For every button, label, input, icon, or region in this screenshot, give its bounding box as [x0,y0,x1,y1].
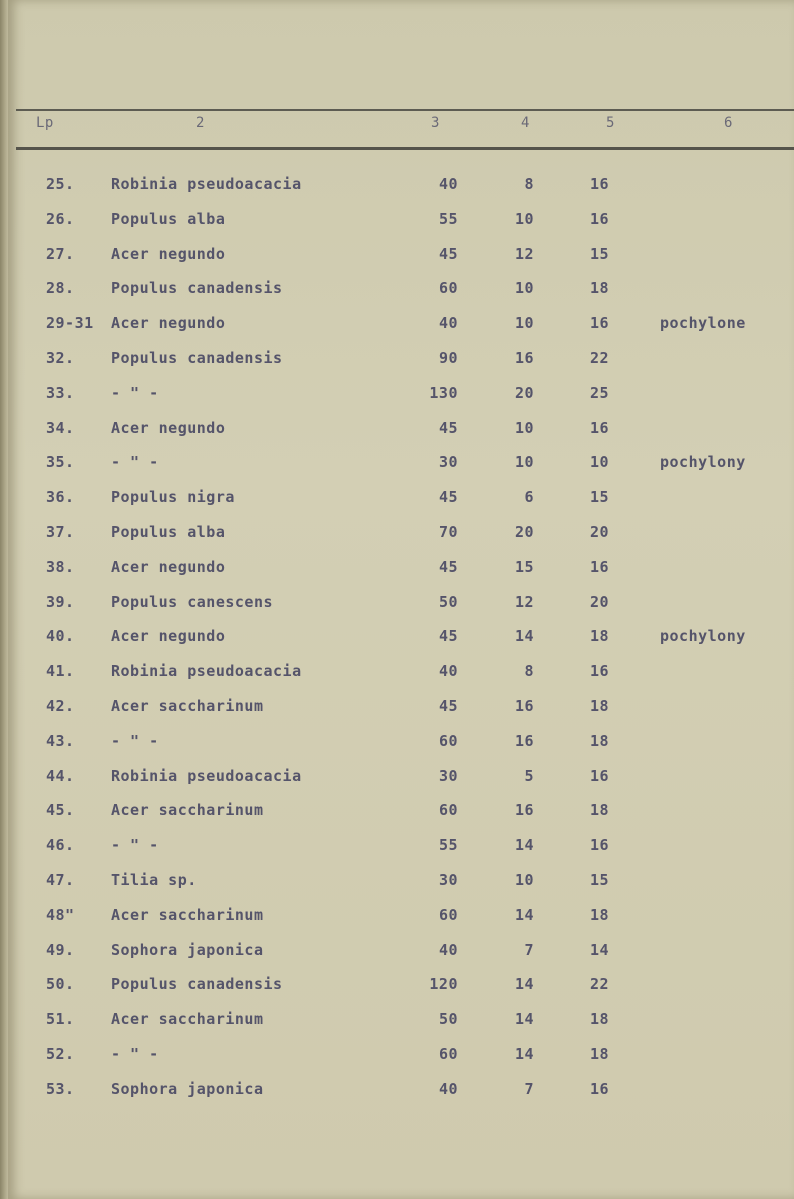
col-5-value: 15 [589,488,609,506]
col-5-value: 16 [589,175,609,193]
species-name: Acer negundo [111,314,226,332]
header-col-3: 3 [431,115,440,131]
species-name: Acer negundo [111,419,226,437]
col-3-value: 40 [438,175,458,193]
remark: pochylony [660,453,746,471]
col-4-value: 14 [514,975,534,993]
species-name: Robinia pseudoacacia [111,767,302,785]
row-number: 28. [46,279,75,297]
row-number: 50. [46,975,75,993]
row-number: 37. [46,523,75,541]
species-name: Populus nigra [111,488,235,506]
col-4-value: 16 [514,801,534,819]
col-4-value: 14 [514,1010,534,1028]
row-number: 48" [46,906,75,924]
row-number: 53. [46,1080,75,1098]
col-3-value: 45 [438,419,458,437]
header-col-6: 6 [724,115,733,131]
col-5-value: 22 [589,349,609,367]
row-number: 25. [46,175,75,193]
col-4-value: 8 [524,175,534,193]
col-5-value: 18 [589,906,609,924]
col-3-value: 55 [438,836,458,854]
row-number: 43. [46,732,75,750]
row-number: 41. [46,662,75,680]
col-4-value: 10 [514,453,534,471]
row-number: 36. [46,488,75,506]
col-5-value: 16 [589,314,609,332]
species-name: - " - [111,836,159,854]
row-number: 39. [46,593,75,611]
row-number: 44. [46,767,75,785]
col-4-value: 16 [514,697,534,715]
col-5-value: 25 [589,384,609,402]
species-name: - " - [111,384,159,402]
col-5-value: 18 [589,801,609,819]
row-number: 27. [46,245,75,263]
col-5-value: 16 [589,558,609,576]
col-4-value: 8 [524,662,534,680]
species-name: Acer saccharinum [111,801,264,819]
col-5-value: 18 [589,1045,609,1063]
col-4-value: 15 [514,558,534,576]
species-name: Acer negundo [111,627,226,645]
species-name: Sophora japonica [111,941,264,959]
row-number: 42. [46,697,75,715]
col-3-value: 120 [429,975,458,993]
col-3-value: 45 [438,488,458,506]
species-name: Populus alba [111,210,226,228]
col-4-value: 7 [524,941,534,959]
row-number: 52. [46,1045,75,1063]
col-3-value: 30 [438,871,458,889]
col-5-value: 16 [589,1080,609,1098]
col-3-value: 50 [438,1010,458,1028]
col-5-value: 10 [589,453,609,471]
col-5-value: 16 [589,662,609,680]
col-4-value: 16 [514,732,534,750]
row-number: 33. [46,384,75,402]
col-3-value: 60 [438,732,458,750]
species-name: Acer saccharinum [111,906,264,924]
species-name: Populus canadensis [111,349,283,367]
row-number: 32. [46,349,75,367]
col-3-value: 60 [438,801,458,819]
col-5-value: 16 [589,210,609,228]
col-3-value: 40 [438,662,458,680]
col-3-value: 55 [438,210,458,228]
species-name: Acer saccharinum [111,697,264,715]
col-4-value: 14 [514,1045,534,1063]
col-5-value: 18 [589,1010,609,1028]
col-4-value: 20 [514,523,534,541]
col-4-value: 14 [514,906,534,924]
col-5-value: 18 [589,697,609,715]
col-4-value: 12 [514,245,534,263]
col-4-value: 5 [524,767,534,785]
col-4-value: 10 [514,314,534,332]
col-3-value: 30 [438,767,458,785]
species-name: Acer negundo [111,245,226,263]
document-page [8,0,794,1199]
remark: pochylone [660,314,746,332]
species-name: - " - [111,1045,159,1063]
col-3-value: 60 [438,279,458,297]
col-5-value: 20 [589,593,609,611]
row-number: 46. [46,836,75,854]
species-name: Populus canadensis [111,975,283,993]
species-name: Populus canadensis [111,279,283,297]
row-number: 26. [46,210,75,228]
row-number: 38. [46,558,75,576]
col-3-value: 45 [438,627,458,645]
col-3-value: 60 [438,1045,458,1063]
col-3-value: 40 [438,1080,458,1098]
species-name: Populus canescens [111,593,274,611]
col-4-value: 7 [524,1080,534,1098]
col-3-value: 40 [438,314,458,332]
col-5-value: 20 [589,523,609,541]
col-4-value: 10 [514,419,534,437]
col-4-value: 12 [514,593,534,611]
species-name: Robinia pseudoacacia [111,175,302,193]
row-number: 45. [46,801,75,819]
col-3-value: 130 [429,384,458,402]
row-number: 34. [46,419,75,437]
species-name: - " - [111,453,159,471]
col-3-value: 50 [438,593,458,611]
col-5-value: 16 [589,767,609,785]
species-name: Robinia pseudoacacia [111,662,302,680]
col-3-value: 70 [438,523,458,541]
header-col-2: 2 [196,115,205,131]
row-number: 51. [46,1010,75,1028]
col-3-value: 45 [438,697,458,715]
species-name: Sophora japonica [111,1080,264,1098]
col-4-value: 6 [524,488,534,506]
col-5-value: 18 [589,279,609,297]
col-3-value: 90 [438,349,458,367]
table-header-rule [16,147,794,150]
col-3-value: 40 [438,941,458,959]
col-4-value: 16 [514,349,534,367]
col-3-value: 30 [438,453,458,471]
row-number: 40. [46,627,75,645]
col-4-value: 14 [514,836,534,854]
species-name: Populus alba [111,523,226,541]
table-top-rule [16,109,794,111]
row-number: 47. [46,871,75,889]
header-col-5: 5 [606,115,615,131]
col-3-value: 60 [438,906,458,924]
col-4-value: 10 [514,279,534,297]
row-number: 29-31 [46,314,94,332]
row-number: 49. [46,941,75,959]
col-5-value: 16 [589,836,609,854]
species-name: - " - [111,732,159,750]
col-5-value: 18 [589,627,609,645]
species-name: Acer negundo [111,558,226,576]
col-5-value: 18 [589,732,609,750]
header-col-1: Lp [36,115,54,131]
header-col-4: 4 [521,115,530,131]
col-4-value: 14 [514,627,534,645]
col-3-value: 45 [438,245,458,263]
col-5-value: 15 [589,245,609,263]
species-name: Tilia sp. [111,871,197,889]
species-name: Acer saccharinum [111,1010,264,1028]
col-4-value: 10 [514,210,534,228]
col-5-value: 22 [589,975,609,993]
col-5-value: 14 [589,941,609,959]
col-5-value: 15 [589,871,609,889]
col-4-value: 10 [514,871,534,889]
col-4-value: 20 [514,384,534,402]
col-3-value: 45 [438,558,458,576]
col-5-value: 16 [589,419,609,437]
remark: pochylony [660,627,746,645]
row-number: 35. [46,453,75,471]
